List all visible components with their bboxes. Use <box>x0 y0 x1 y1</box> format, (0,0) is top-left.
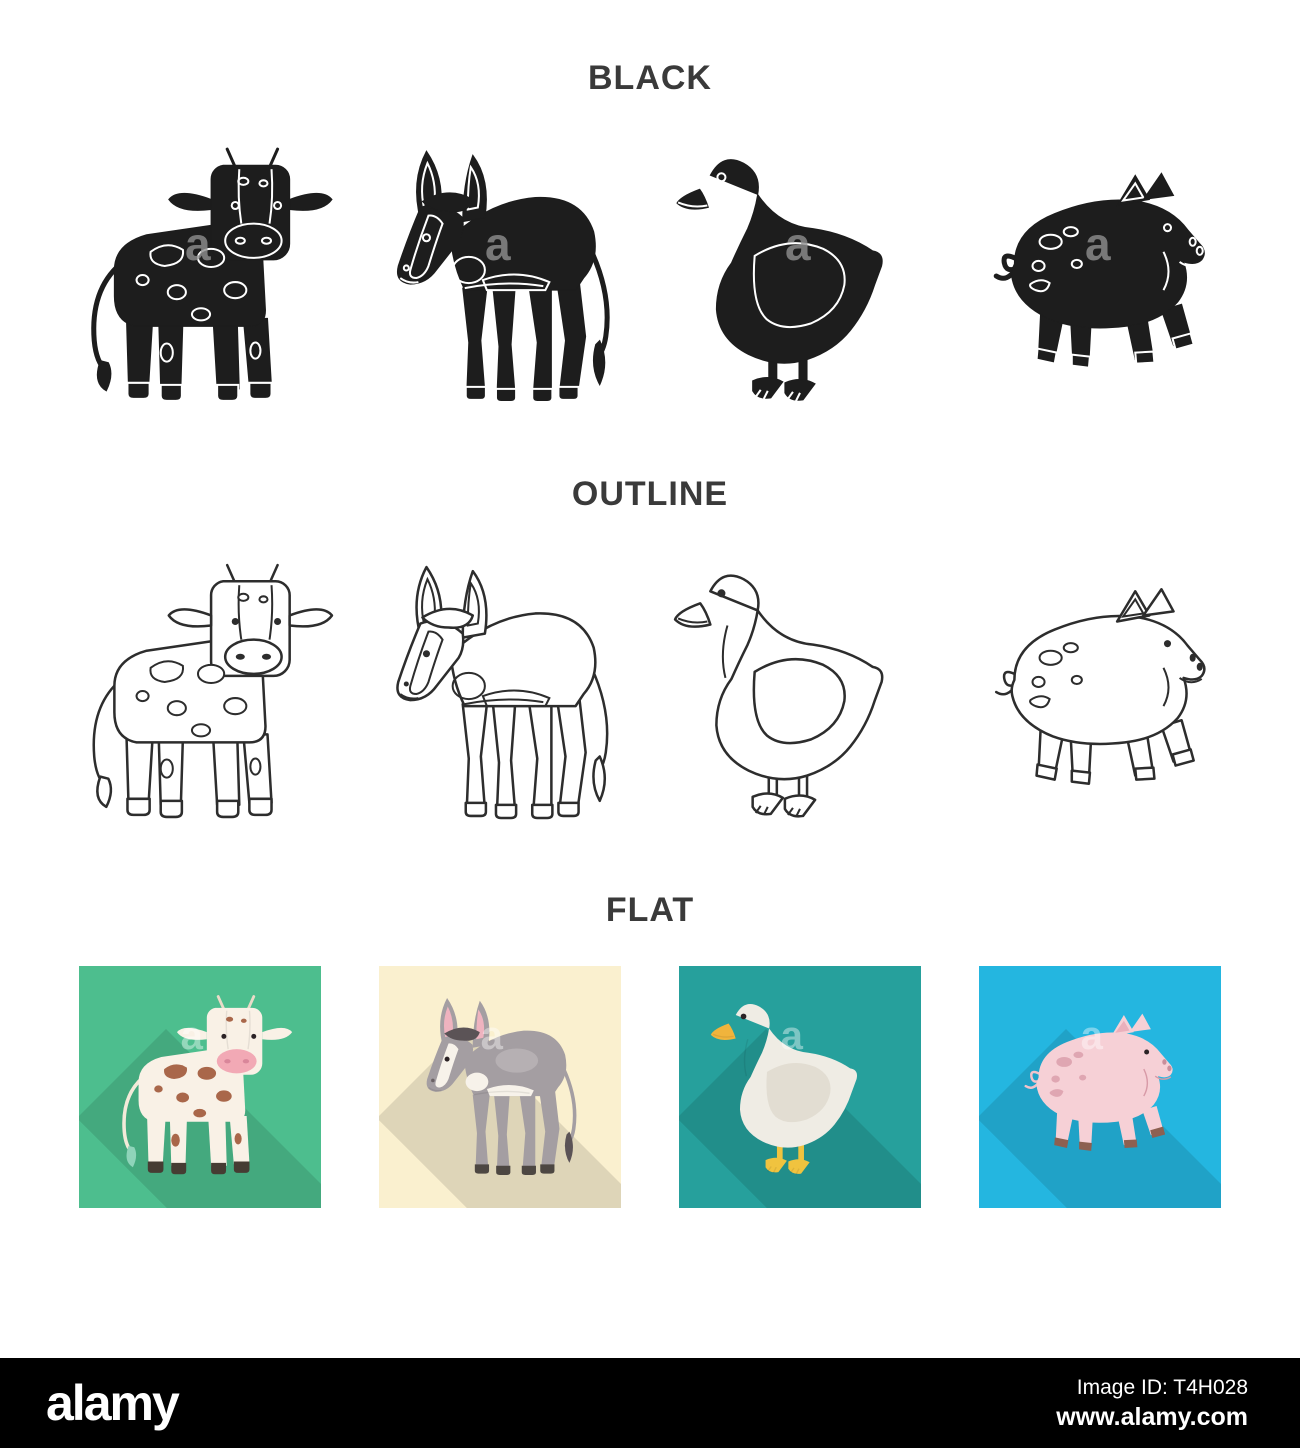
cow-outline-icon <box>64 553 336 825</box>
flat-tile-donkey <box>379 966 621 1208</box>
cow-outline-cell <box>50 514 350 864</box>
alamy-watermark-letter: a <box>480 1014 503 1059</box>
alamy-watermark-letter: a <box>185 218 211 270</box>
cow-flat-cell <box>50 966 350 1266</box>
alamy-watermark-bar <box>0 1358 1300 1448</box>
image-id-text: Image ID: T4H028 <box>1076 1376 1248 1399</box>
cow-black-icon <box>64 137 336 409</box>
goose-black-icon <box>664 137 936 409</box>
pig-flat-cell <box>950 966 1250 1266</box>
outline-style-row <box>0 514 1300 864</box>
section-label-black: BLACK <box>588 59 712 97</box>
flat-tile-cow <box>79 966 321 1208</box>
goose-outline-icon <box>664 553 936 825</box>
section-label-flat: FLAT <box>605 891 695 929</box>
donkey-outline-icon <box>364 553 636 825</box>
goose-flat-icon <box>703 988 895 1180</box>
alamy-url-text: www.alamy.com <box>1056 1403 1248 1431</box>
pig-outline-icon <box>964 553 1236 825</box>
goose-outline-cell <box>650 514 950 864</box>
goose-black-cell <box>650 98 950 448</box>
footer-info <box>1056 1374 1248 1432</box>
cow-black-cell <box>50 98 350 448</box>
pig-black-cell <box>950 98 1250 448</box>
alamy-logo: alamy <box>46 1375 178 1431</box>
black-style-row <box>0 98 1300 448</box>
donkey-black-icon <box>364 137 636 409</box>
cow-flat-icon <box>103 988 295 1180</box>
donkey-outline-cell <box>350 514 650 864</box>
goose-flat-cell <box>650 966 950 1266</box>
section-label-outline: OUTLINE <box>571 475 729 513</box>
flat-tile-goose <box>679 966 921 1208</box>
donkey-black-cell <box>350 98 650 448</box>
pig-outline-cell <box>950 514 1250 864</box>
alamy-watermark-letter: a <box>785 218 811 270</box>
flat-tile-pig <box>979 966 1221 1208</box>
page <box>0 58 1300 1448</box>
pig-black-icon <box>964 137 1236 409</box>
alamy-watermark-letter: a <box>1080 1014 1103 1059</box>
alamy-watermark-letter: a <box>780 1014 803 1059</box>
pig-flat-icon <box>1003 988 1195 1180</box>
donkey-flat-icon <box>403 988 595 1180</box>
flat-style-row <box>0 966 1300 1266</box>
alamy-watermark-letter: a <box>485 218 511 270</box>
alamy-watermark-letter: a <box>180 1014 203 1059</box>
donkey-flat-cell <box>350 966 650 1266</box>
alamy-watermark-letter: a <box>1085 218 1111 270</box>
